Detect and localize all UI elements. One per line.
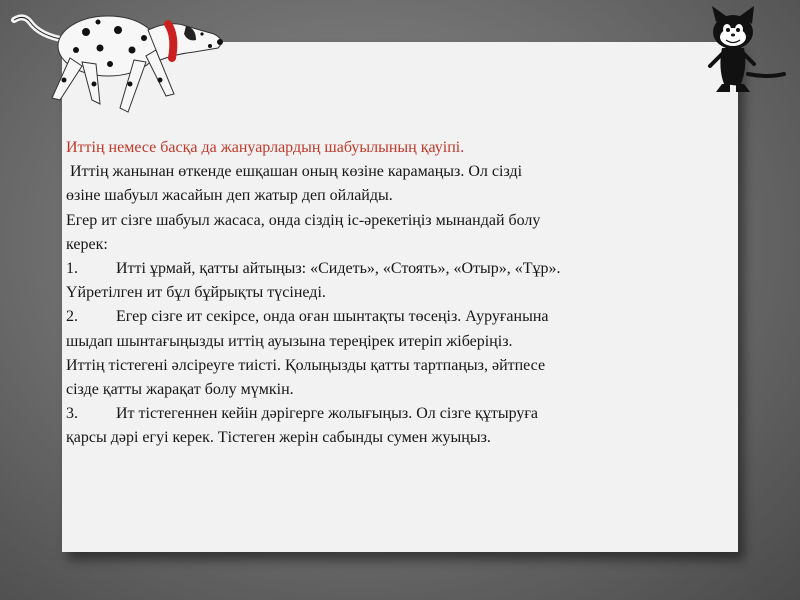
list-item-1: [66, 257, 742, 281]
item-number: 2.: [66, 308, 78, 326]
list-item-2: [66, 305, 742, 329]
item-number: 1.: [66, 260, 78, 278]
intro-line-1: Иттің жанынан өткенде ешқашан оның көзіне карамаңыз. Ол сізді: [66, 163, 523, 181]
item-text: Егер сізге ит секірсе, онда оған шынтақты төсеңіз. Ауруғанына: [116, 308, 549, 326]
item-continuation: Үйретілген ит бұл бұйрықты түсінеді.: [66, 284, 326, 302]
cartoon-cat-icon: [688, 4, 792, 94]
intro-line-2: өзіне шабуыл жасайын деп жатыр деп ойлайды.: [66, 187, 393, 205]
item-continuation: Иттің тістегені әлсіреуге тиісті. Қолыңызды қатты тартпаңыз, әйтпесе: [66, 356, 546, 374]
item-continuation: сізде қатты жарақат болу мүмкін.: [66, 381, 294, 399]
item-continuation: қарсы дәрі егуі керек. Тістеген жерін сабынды сумен жуыңыз.: [66, 429, 491, 447]
dalmatian-dog-icon: [0, 0, 245, 130]
list-item-3: [66, 402, 742, 426]
item-text: Ит тістегеннен кейін дәрігерге жолығыңыз. Ол сізге құтыруға: [116, 405, 539, 423]
slide-text: [66, 136, 742, 451]
item-text: Итті ұрмай, қатты айтыңыз: «Сидеть», «Стоять», «Отыр», «Тұр».: [116, 260, 561, 278]
intro-line-3: Егер ит сізге шабуыл жасаса, онда сіздің іс-әрекетіңіз мынандай болу: [66, 211, 541, 229]
slide-title: Иттің немесе басқа да жануарлардың шабуылының қауіпі.: [66, 139, 465, 156]
item-continuation: шыдап шынтағыңызды иттің ауызына тереңірек итеріп жіберіңіз.: [66, 332, 513, 350]
item-number: 3.: [66, 405, 78, 423]
intro-line-4: керек:: [66, 235, 108, 253]
